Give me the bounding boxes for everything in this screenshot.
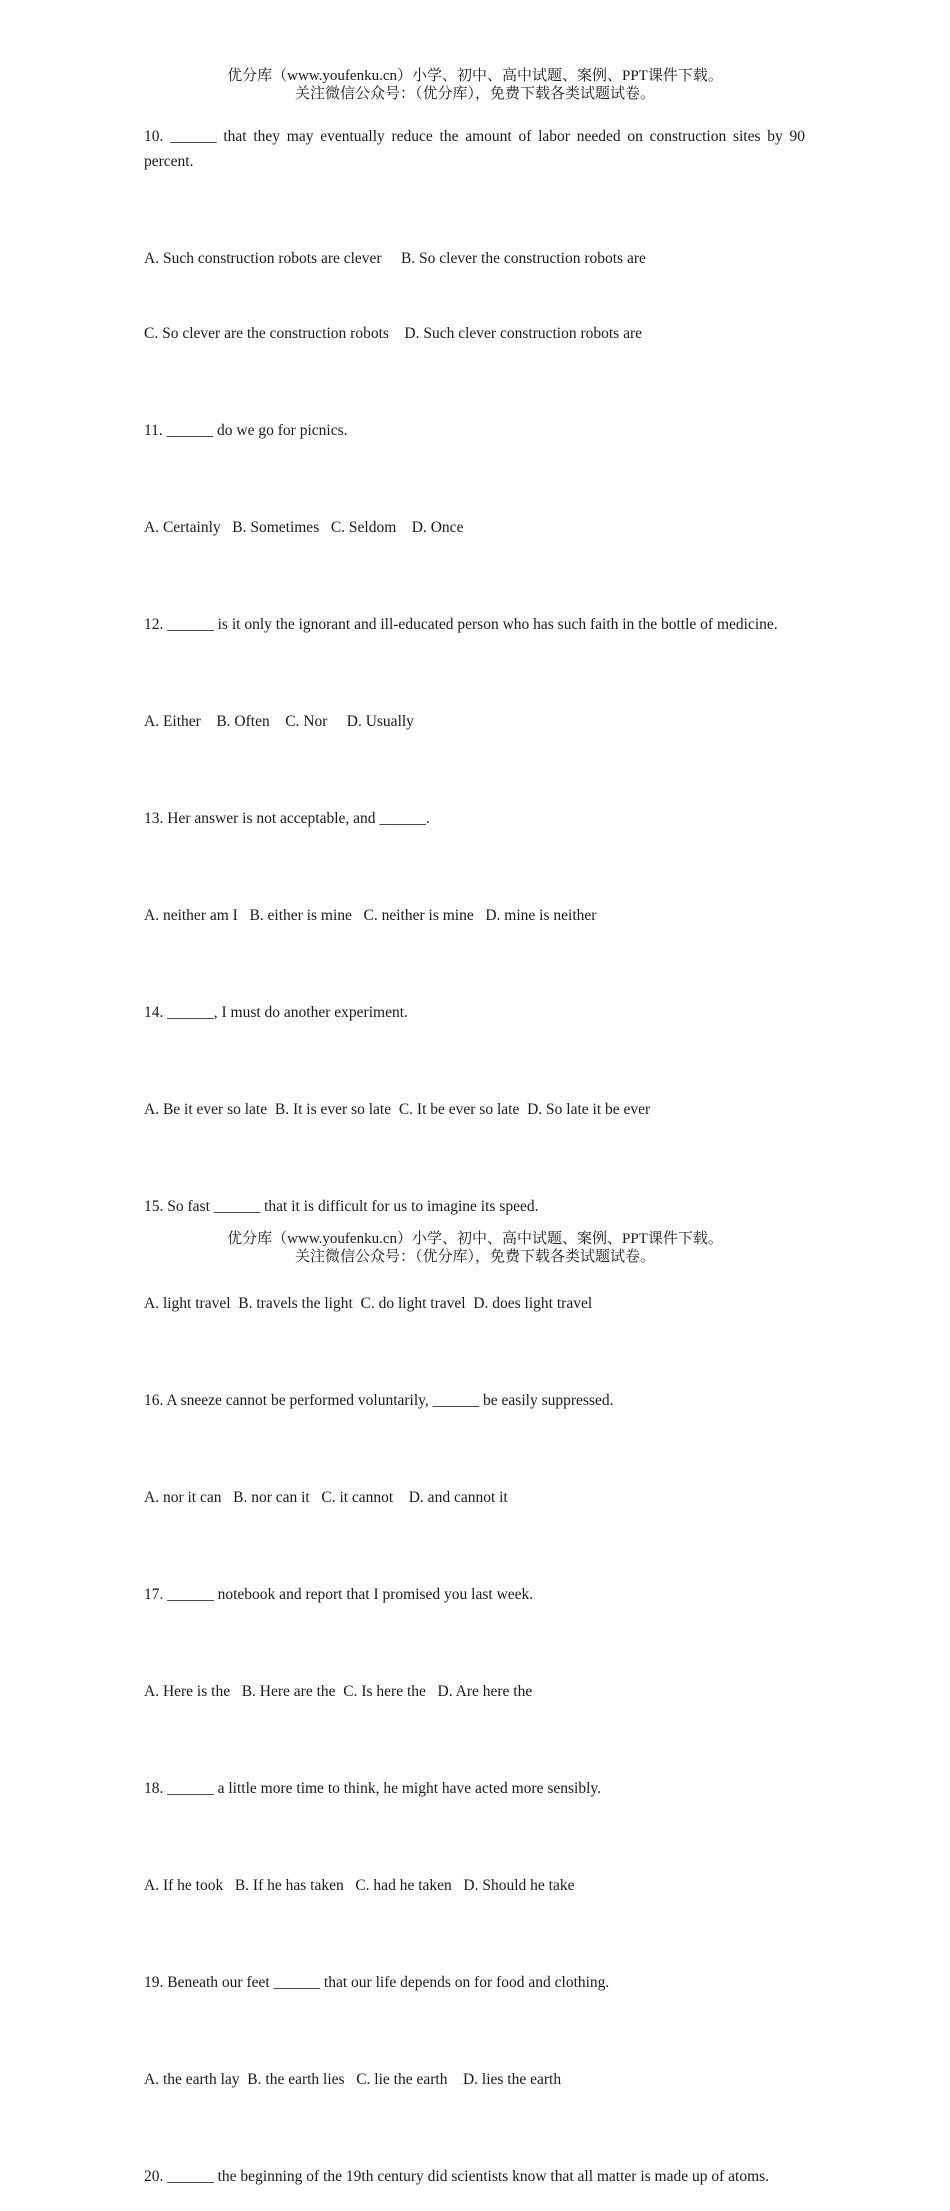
question-stem: 15. So fast ______ that it is difficult for us to imagine its speed. [144, 1198, 539, 1215]
question-10 [144, 124, 805, 396]
answer-options [144, 1047, 805, 1172]
question-19 [144, 1970, 805, 2142]
question-stem: 12. ______ is it only the ignorant and ill-educated person who has such faith in the bottle of medicine. [144, 616, 778, 633]
question-11 [144, 418, 805, 590]
page-footer [0, 1230, 950, 1266]
question-list [144, 124, 805, 2211]
answer-options [144, 2017, 805, 2142]
question-16 [144, 1388, 805, 1560]
question-15 [144, 1194, 805, 1366]
option-line: A. If he took B. If he has taken C. had he taken D. Should he take [144, 1877, 575, 1894]
question-stem: 18. ______ a little more time to think, he might have acted more sensibly. [144, 1780, 602, 1797]
header-line-2: 关注微信公众号：（优分库），免费下载各类试题试卷。 [294, 86, 655, 102]
question-stem: 13. Her answer is not acceptable, and ______. [144, 810, 430, 827]
question-stem: 14. ______, I must do another experiment. [144, 1004, 408, 1021]
option-line: A. Here is the B. Here are the C. Is here the D. Are here the [144, 1683, 533, 1700]
answer-options [144, 659, 805, 784]
question-18 [144, 1776, 805, 1948]
question-stem: 16. A sneeze cannot be performed voluntarily, ______ be easily suppressed. [144, 1392, 614, 1409]
question-12 [144, 612, 805, 784]
option-line: A. Either B. Often C. Nor D. Usually [144, 713, 414, 730]
question-20 [144, 2164, 805, 2189]
question-17 [144, 1582, 805, 1754]
option-line: C. So clever are the construction robots D. Such clever construction robots are [144, 325, 643, 342]
question-14 [144, 1000, 805, 1172]
option-line: A. Such construction robots are clever B. So clever the construction robots are [144, 250, 646, 267]
answer-options [144, 196, 805, 396]
question-stem: 19. Beneath our feet ______ that our life depends on for food and clothing. [144, 1974, 610, 1991]
option-line: A. Be it ever so late B. It is ever so late C. It be ever so late D. So late it be ever [144, 1101, 651, 1118]
question-stem: 10. ______ that they may eventually reduce the amount of labor needed on construction sites by 90 percent. [144, 128, 805, 170]
question-stem: 20. ______ the beginning of the 19th century did scientists know that all matter is made up of atoms. [144, 2168, 770, 2185]
option-line: A. light travel B. travels the light C. do light travel D. does light travel [144, 1295, 593, 1312]
answer-options [144, 853, 805, 978]
page-header [0, 67, 950, 103]
question-stem: 17. ______ notebook and report that I promised you last week. [144, 1586, 534, 1603]
option-line: A. neither am I B. either is mine C. neither is mine D. mine is neither [144, 907, 597, 924]
question-stem: 11. ______ do we go for picnics. [144, 422, 348, 439]
footer-line-2: 关注微信公众号：（优分库），免费下载各类试题试卷。 [294, 1249, 655, 1265]
header-line-1: 优分库（www.youfenku.cn）小学、初中、高中试题、案例、PPT课件下载。 [227, 68, 723, 84]
option-line: A. Certainly B. Sometimes C. Seldom D. Once [144, 519, 464, 536]
option-line: A. the earth lay B. the earth lies C. lie the earth D. lies the earth [144, 2071, 562, 2088]
footer-line-1: 优分库（www.youfenku.cn）小学、初中、高中试题、案例、PPT课件下载。 [227, 1231, 723, 1247]
question-13 [144, 806, 805, 978]
answer-options [144, 1435, 805, 1560]
answer-options [144, 1629, 805, 1754]
answer-options [144, 1823, 805, 1948]
answer-options [144, 465, 805, 590]
option-line: A. nor it can B. nor can it C. it cannot D. and cannot it [144, 1489, 508, 1506]
